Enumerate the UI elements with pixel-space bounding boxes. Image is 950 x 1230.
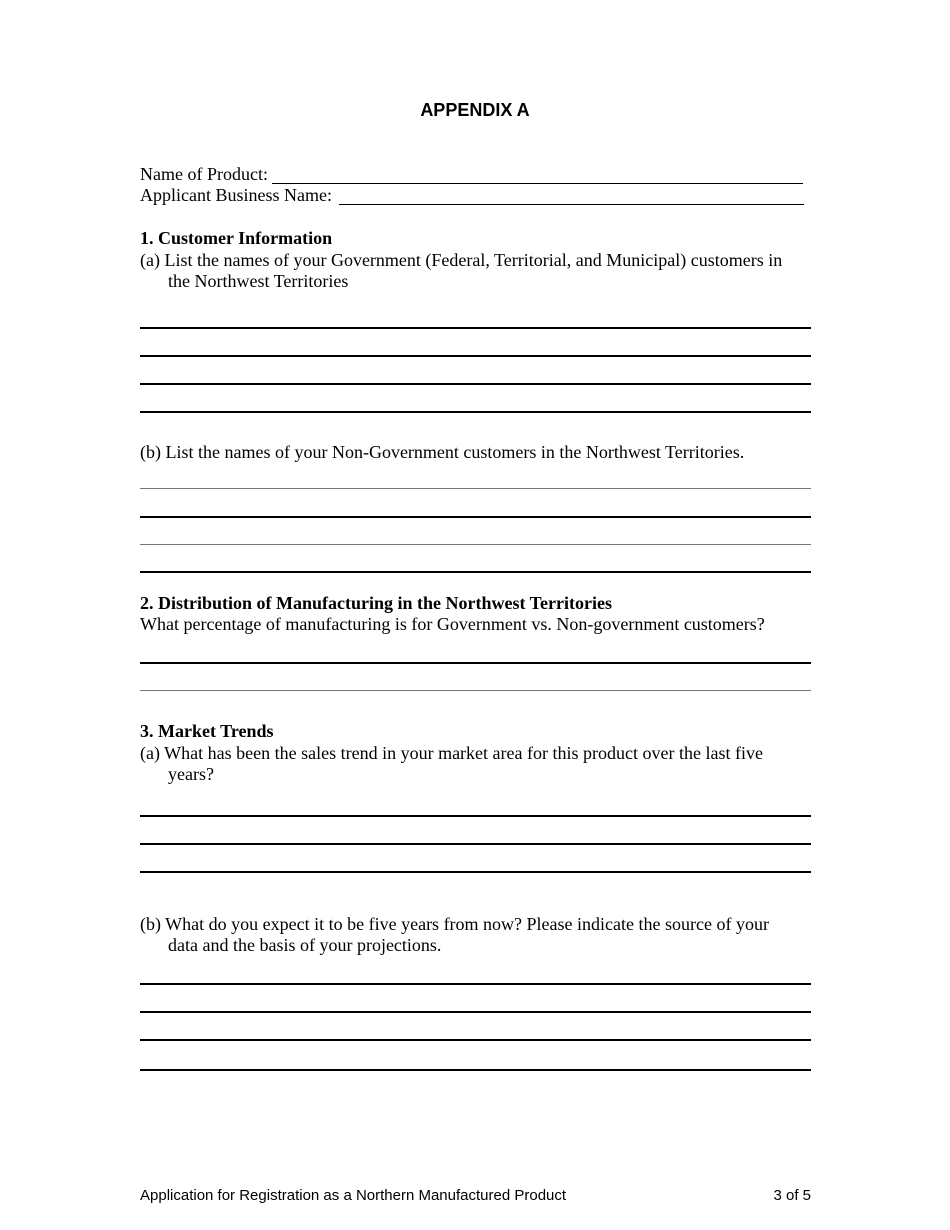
answer-line-3b-1[interactable] bbox=[140, 983, 811, 985]
answer-line-1a-1[interactable] bbox=[140, 327, 811, 329]
answer-line-1b-4[interactable] bbox=[140, 571, 811, 573]
business-name-field[interactable] bbox=[339, 204, 804, 205]
question-3a-line1: (a) What has been the sales trend in your market area for this product over the last five bbox=[140, 743, 763, 763]
question-3b-line1: (b) What do you expect it to be five years from now? Please indicate the source of your bbox=[140, 914, 769, 934]
question-3b-line2: data and the basis of your projections. bbox=[168, 935, 442, 955]
answer-line-1b-3[interactable] bbox=[140, 544, 811, 545]
product-name-field[interactable] bbox=[272, 183, 803, 184]
footer-document-title: Application for Registration as a Northern Manufactured Product bbox=[140, 1187, 567, 1204]
footer-page-number: 3 of 5 bbox=[773, 1187, 811, 1204]
section-3-heading: 3. Market Trends bbox=[140, 721, 274, 741]
section-1-heading: 1. Customer Information bbox=[140, 228, 333, 248]
answer-line-3a-3[interactable] bbox=[140, 871, 811, 873]
answer-line-3b-3[interactable] bbox=[140, 1039, 811, 1041]
answer-line-2-2[interactable] bbox=[140, 690, 811, 691]
page-title: APPENDIX A bbox=[420, 100, 530, 120]
question-3a-line2: years? bbox=[168, 764, 214, 784]
answer-line-1b-1[interactable] bbox=[140, 488, 811, 489]
answer-line-3b-2[interactable] bbox=[140, 1011, 811, 1013]
answer-line-2-1[interactable] bbox=[140, 662, 811, 664]
answer-line-1a-4[interactable] bbox=[140, 411, 811, 413]
answer-line-3b-4[interactable] bbox=[140, 1069, 811, 1071]
section-2-heading: 2. Distribution of Manufacturing in the Northwest Territories bbox=[140, 593, 612, 613]
answer-line-3a-1[interactable] bbox=[140, 815, 811, 817]
question-1a-line1: (a) List the names of your Government (Federal, Territorial, and Municipal) customers in bbox=[140, 250, 783, 270]
product-name-label: Name of Product: bbox=[140, 164, 268, 184]
question-2: What percentage of manufacturing is for Government vs. Non-government customers? bbox=[140, 614, 765, 634]
answer-line-1a-3[interactable] bbox=[140, 383, 811, 385]
answer-line-3a-2[interactable] bbox=[140, 843, 811, 845]
business-name-label: Applicant Business Name: bbox=[140, 185, 332, 205]
answer-line-1b-2[interactable] bbox=[140, 516, 811, 518]
question-1a-line2: the Northwest Territories bbox=[168, 271, 349, 291]
question-1b: (b) List the names of your Non-Government customers in the Northwest Territories. bbox=[140, 442, 745, 462]
answer-line-1a-2[interactable] bbox=[140, 355, 811, 357]
